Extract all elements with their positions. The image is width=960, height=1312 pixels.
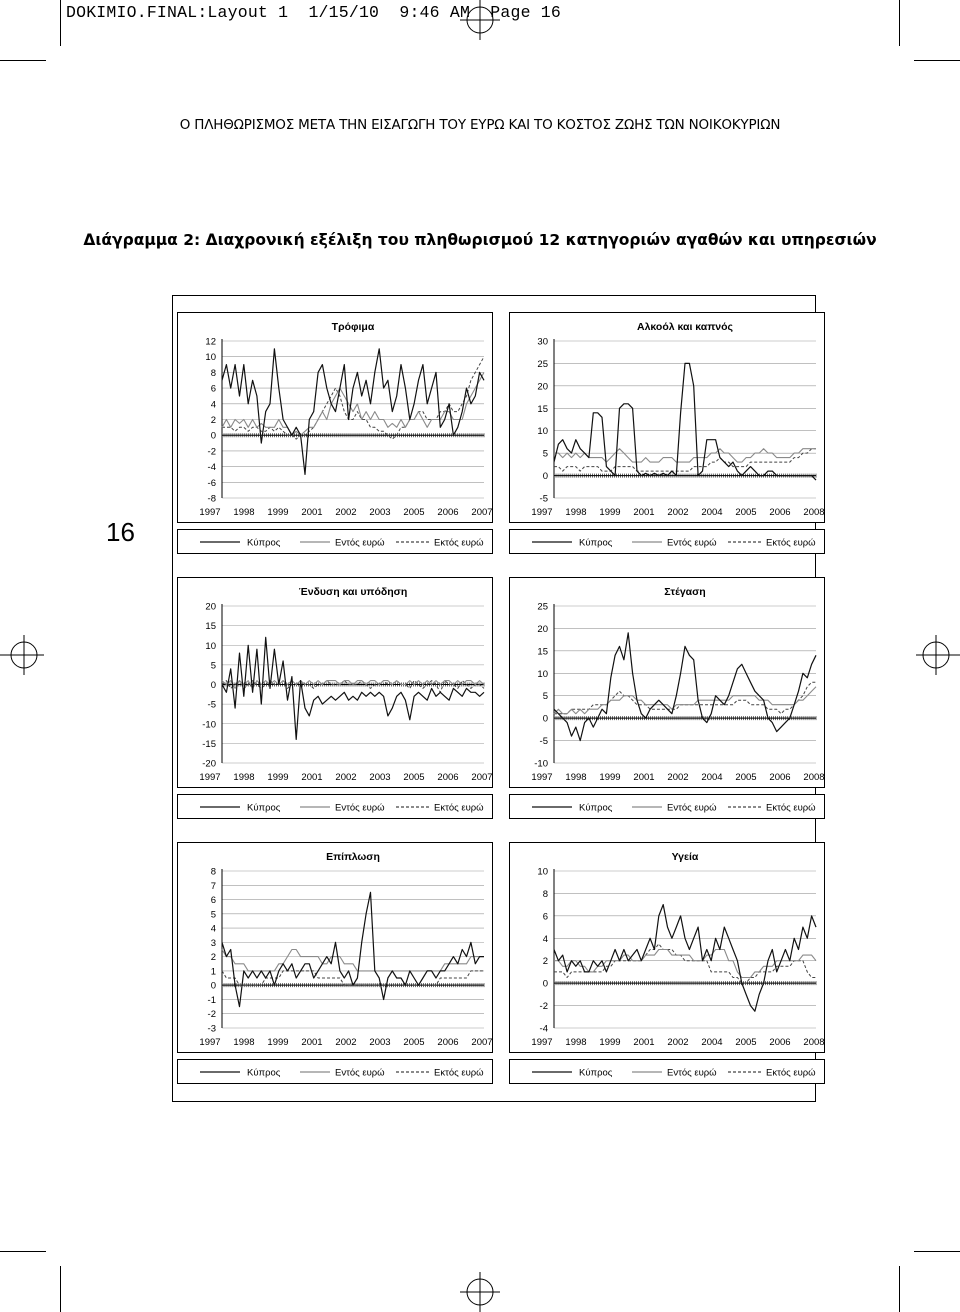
legend-label-euro-out: Εκτός ευρώ bbox=[766, 802, 816, 814]
y-tick-label: 5 bbox=[542, 691, 548, 703]
y-tick-label: 6 bbox=[210, 383, 216, 395]
legend-label-cyprus: Κύπρος bbox=[579, 537, 613, 549]
x-tick-label: 1998 bbox=[233, 1037, 255, 1048]
y-tick-label: -4 bbox=[207, 462, 216, 474]
y-tick-label: 10 bbox=[537, 866, 548, 878]
line-chart bbox=[178, 313, 494, 524]
legend bbox=[509, 529, 825, 554]
y-tick-label: -2 bbox=[207, 446, 216, 458]
y-tick-label: 15 bbox=[537, 646, 548, 658]
y-tick-label: -6 bbox=[207, 477, 216, 489]
legend bbox=[509, 1059, 825, 1084]
x-tick-label: 1998 bbox=[565, 1037, 587, 1048]
legend-label-cyprus: Κύπρος bbox=[247, 537, 281, 549]
x-tick-label: 1999 bbox=[267, 507, 289, 518]
x-tick-label: 2007 bbox=[471, 507, 493, 518]
y-tick-label: 20 bbox=[537, 623, 548, 635]
x-tick-label: 2001 bbox=[301, 507, 323, 518]
registration-mark-icon bbox=[456, 0, 504, 40]
x-tick-label: 2003 bbox=[369, 772, 391, 783]
series-line-euro-out bbox=[222, 971, 484, 985]
y-tick-label: 10 bbox=[205, 640, 216, 652]
x-tick-label: 1998 bbox=[233, 507, 255, 518]
registration-mark-icon bbox=[0, 631, 48, 679]
x-tick-label: 2004 bbox=[701, 507, 723, 518]
legend-swatches bbox=[510, 795, 826, 820]
y-tick-label: -5 bbox=[539, 736, 548, 748]
x-tick-label: 2005 bbox=[735, 772, 757, 783]
x-tick-label: 1997 bbox=[531, 1037, 553, 1048]
y-tick-label: 5 bbox=[542, 448, 548, 460]
y-tick-label: -4 bbox=[539, 1023, 548, 1035]
x-tick-label: 1998 bbox=[233, 772, 255, 783]
legend-label-euro-out: Εκτός ευρώ bbox=[766, 1067, 816, 1079]
y-tick-label: 20 bbox=[537, 381, 548, 393]
legend-label-euro-in: Εντός ευρώ bbox=[667, 1067, 717, 1079]
crop-mark bbox=[0, 60, 46, 61]
series-line-euro-in bbox=[222, 950, 484, 971]
y-tick-label: 4 bbox=[542, 933, 548, 945]
y-tick-label: 7 bbox=[210, 880, 216, 892]
x-tick-label: 2006 bbox=[437, 1037, 459, 1048]
registration-mark-icon bbox=[456, 1272, 504, 1312]
chart-title: Ένδυση και υπόδηση bbox=[298, 586, 408, 598]
line-chart bbox=[510, 313, 826, 524]
series-line-cyprus bbox=[222, 637, 484, 739]
crop-mark bbox=[899, 0, 900, 46]
y-tick-label: 0 bbox=[542, 978, 548, 990]
chart-title: Επίπλωση bbox=[326, 851, 380, 863]
series-line-euro-out bbox=[554, 944, 816, 983]
legend-label-euro-out: Εκτός ευρώ bbox=[434, 802, 484, 814]
x-tick-label: 2004 bbox=[701, 1037, 723, 1048]
plot-area bbox=[177, 312, 493, 523]
y-tick-label: 6 bbox=[210, 895, 216, 907]
y-tick-label: 2 bbox=[210, 952, 216, 964]
legend-label-cyprus: Κύπρος bbox=[579, 1067, 613, 1079]
y-tick-label: 0 bbox=[542, 713, 548, 725]
y-tick-label: -10 bbox=[202, 719, 216, 731]
x-tick-label: 1999 bbox=[599, 1037, 621, 1048]
x-tick-label: 2002 bbox=[667, 507, 689, 518]
x-tick-label: 1999 bbox=[599, 507, 621, 518]
legend-label-euro-in: Εντός ευρώ bbox=[667, 537, 717, 549]
legend-label-euro-in: Εντός ευρώ bbox=[335, 802, 385, 814]
y-tick-label: 15 bbox=[537, 403, 548, 415]
crop-mark bbox=[0, 1251, 46, 1252]
chart-title: Τρόφιμα bbox=[331, 321, 375, 333]
crop-mark bbox=[899, 1266, 900, 1312]
x-tick-label: 2008 bbox=[803, 1037, 825, 1048]
line-chart bbox=[178, 578, 494, 789]
x-tick-label: 2005 bbox=[735, 1037, 757, 1048]
legend-label-euro-in: Εντός ευρώ bbox=[667, 802, 717, 814]
x-tick-label: 1999 bbox=[267, 772, 289, 783]
y-tick-label: 8 bbox=[210, 367, 216, 379]
y-tick-label: -8 bbox=[207, 493, 216, 505]
x-tick-label: 2007 bbox=[471, 772, 493, 783]
print-slug: DOKIMIO.FINAL:Layout 1 1/15/10 9:46 AM Page 16 bbox=[66, 3, 561, 22]
legend-label-cyprus: Κύπρος bbox=[247, 802, 281, 814]
x-tick-label: 1997 bbox=[199, 772, 221, 783]
x-tick-label: 2002 bbox=[335, 1037, 357, 1048]
x-tick-label: 1998 bbox=[565, 772, 587, 783]
y-tick-label: 2 bbox=[542, 956, 548, 968]
y-tick-label: -20 bbox=[202, 758, 216, 770]
series-line-cyprus bbox=[554, 905, 816, 1012]
x-tick-label: 2005 bbox=[403, 772, 425, 783]
y-tick-label: 8 bbox=[210, 866, 216, 878]
y-tick-label: -15 bbox=[202, 738, 216, 750]
x-tick-label: 1997 bbox=[199, 1037, 221, 1048]
figure-frame bbox=[172, 295, 825, 1102]
series-line-euro-in bbox=[554, 950, 816, 978]
y-tick-label: -1 bbox=[207, 994, 216, 1006]
y-tick-label: 6 bbox=[542, 911, 548, 923]
x-tick-label: 2006 bbox=[437, 507, 459, 518]
series-line-cyprus bbox=[222, 892, 484, 1006]
legend-swatches bbox=[510, 530, 826, 555]
y-tick-label: -5 bbox=[207, 699, 216, 711]
legend bbox=[177, 529, 493, 554]
legend-label-euro-out: Εκτός ευρώ bbox=[434, 537, 484, 549]
legend-label-euro-out: Εκτός ευρώ bbox=[766, 537, 816, 549]
x-tick-label: 1999 bbox=[599, 772, 621, 783]
x-tick-label: 2001 bbox=[633, 772, 655, 783]
legend-label-euro-out: Εκτός ευρώ bbox=[434, 1067, 484, 1079]
crop-mark bbox=[914, 1251, 960, 1252]
x-tick-label: 2008 bbox=[803, 772, 825, 783]
x-tick-label: 2005 bbox=[403, 1037, 425, 1048]
series-line-euro-out bbox=[222, 357, 484, 439]
line-chart bbox=[510, 843, 826, 1054]
plot-area bbox=[509, 577, 825, 788]
legend-swatches bbox=[178, 530, 494, 555]
x-tick-label: 2001 bbox=[301, 1037, 323, 1048]
legend bbox=[177, 794, 493, 819]
legend bbox=[509, 794, 825, 819]
plot-area bbox=[509, 842, 825, 1053]
y-tick-label: 3 bbox=[210, 937, 216, 949]
y-tick-label: 0 bbox=[542, 471, 548, 483]
y-tick-label: -2 bbox=[539, 1001, 548, 1013]
x-tick-label: 2001 bbox=[633, 507, 655, 518]
x-tick-label: 2006 bbox=[769, 1037, 791, 1048]
x-tick-label: 2003 bbox=[369, 507, 391, 518]
registration-mark-icon bbox=[912, 631, 960, 679]
x-tick-label: 2002 bbox=[667, 1037, 689, 1048]
y-tick-label: -5 bbox=[539, 493, 548, 505]
y-tick-label: 25 bbox=[537, 358, 548, 370]
y-tick-label: 0 bbox=[210, 680, 216, 691]
y-tick-label: 0 bbox=[210, 980, 216, 992]
y-tick-label: 10 bbox=[537, 426, 548, 438]
series-line-euro-out bbox=[554, 449, 816, 471]
x-tick-label: 1997 bbox=[199, 507, 221, 518]
y-tick-label: 25 bbox=[537, 601, 548, 613]
y-tick-label: 10 bbox=[537, 668, 548, 680]
crop-mark bbox=[914, 60, 960, 61]
y-tick-label: 5 bbox=[210, 660, 216, 672]
x-tick-label: 2006 bbox=[437, 772, 459, 783]
y-tick-label: 10 bbox=[205, 352, 216, 364]
plot-area bbox=[177, 577, 493, 788]
y-tick-label: 30 bbox=[537, 336, 548, 348]
x-tick-label: 1998 bbox=[565, 507, 587, 518]
x-tick-label: 2002 bbox=[667, 772, 689, 783]
series-line-cyprus bbox=[554, 633, 816, 741]
y-tick-label: -3 bbox=[207, 1023, 216, 1035]
plot-area bbox=[177, 842, 493, 1053]
x-tick-label: 2004 bbox=[701, 772, 723, 783]
legend-label-cyprus: Κύπρος bbox=[247, 1067, 281, 1079]
y-tick-label: 8 bbox=[542, 888, 548, 900]
y-tick-label: 4 bbox=[210, 923, 216, 935]
y-tick-label: 12 bbox=[205, 336, 216, 348]
x-tick-label: 2002 bbox=[335, 507, 357, 518]
series-line-euro-in bbox=[554, 449, 816, 462]
x-tick-label: 1997 bbox=[531, 507, 553, 518]
legend-swatches bbox=[178, 1060, 494, 1085]
x-tick-label: 2006 bbox=[769, 772, 791, 783]
x-tick-label: 2006 bbox=[769, 507, 791, 518]
y-tick-label: 20 bbox=[205, 601, 216, 613]
plot-area bbox=[509, 312, 825, 523]
y-tick-label: 0 bbox=[210, 430, 216, 442]
y-tick-label: 5 bbox=[210, 909, 216, 921]
legend bbox=[177, 1059, 493, 1084]
line-chart bbox=[178, 843, 494, 1054]
chart-title: Υγεία bbox=[671, 851, 699, 863]
legend-label-cyprus: Κύπρος bbox=[579, 802, 613, 814]
x-tick-label: 2007 bbox=[471, 1037, 493, 1048]
x-tick-label: 2002 bbox=[335, 772, 357, 783]
chart-title: Αλκοόλ και καπνός bbox=[636, 321, 734, 333]
x-tick-label: 2005 bbox=[735, 507, 757, 518]
legend-swatches bbox=[510, 1060, 826, 1085]
figure-title: Διάγραμμα 2: Διαχρονική εξέλιξη του πληθωρισμού 12 κατηγοριών αγαθών και υπηρεσιών bbox=[83, 231, 877, 249]
y-tick-label: 15 bbox=[205, 621, 216, 633]
line-chart bbox=[510, 578, 826, 789]
y-tick-label: -2 bbox=[207, 1009, 216, 1021]
chart-title: Στέγαση bbox=[664, 586, 706, 598]
x-tick-label: 2001 bbox=[301, 772, 323, 783]
y-tick-label: 2 bbox=[210, 415, 216, 426]
crop-mark bbox=[60, 0, 61, 46]
x-tick-label: 1999 bbox=[267, 1037, 289, 1048]
x-tick-label: 2001 bbox=[633, 1037, 655, 1048]
running-head: Ο ΠΛΗΘΩΡΙΣΜΟΣ ΜΕΤΑ ΤΗΝ ΕΙΣΑΓΩΓΗ ΤΟΥ ΕΥΡΩ ΚΑΙ ΤΟ ΚΟΣΤΟΣ ΖΩΗΣ ΤΩΝ ΝΟΙΚΟΚΥΡΙΩΝ bbox=[179, 117, 781, 133]
legend-label-euro-in: Εντός ευρώ bbox=[335, 1067, 385, 1079]
legend-label-euro-in: Εντός ευρώ bbox=[335, 537, 385, 549]
x-tick-label: 2005 bbox=[403, 507, 425, 518]
legend-swatches bbox=[178, 795, 494, 820]
crop-mark bbox=[60, 1266, 61, 1312]
y-tick-label: 1 bbox=[210, 966, 216, 978]
page-number: 16 bbox=[106, 517, 135, 547]
x-tick-label: 2008 bbox=[803, 507, 825, 518]
x-tick-label: 2003 bbox=[369, 1037, 391, 1048]
x-tick-label: 1997 bbox=[531, 772, 553, 783]
y-tick-label: -10 bbox=[534, 758, 548, 770]
y-tick-label: 4 bbox=[210, 399, 216, 411]
